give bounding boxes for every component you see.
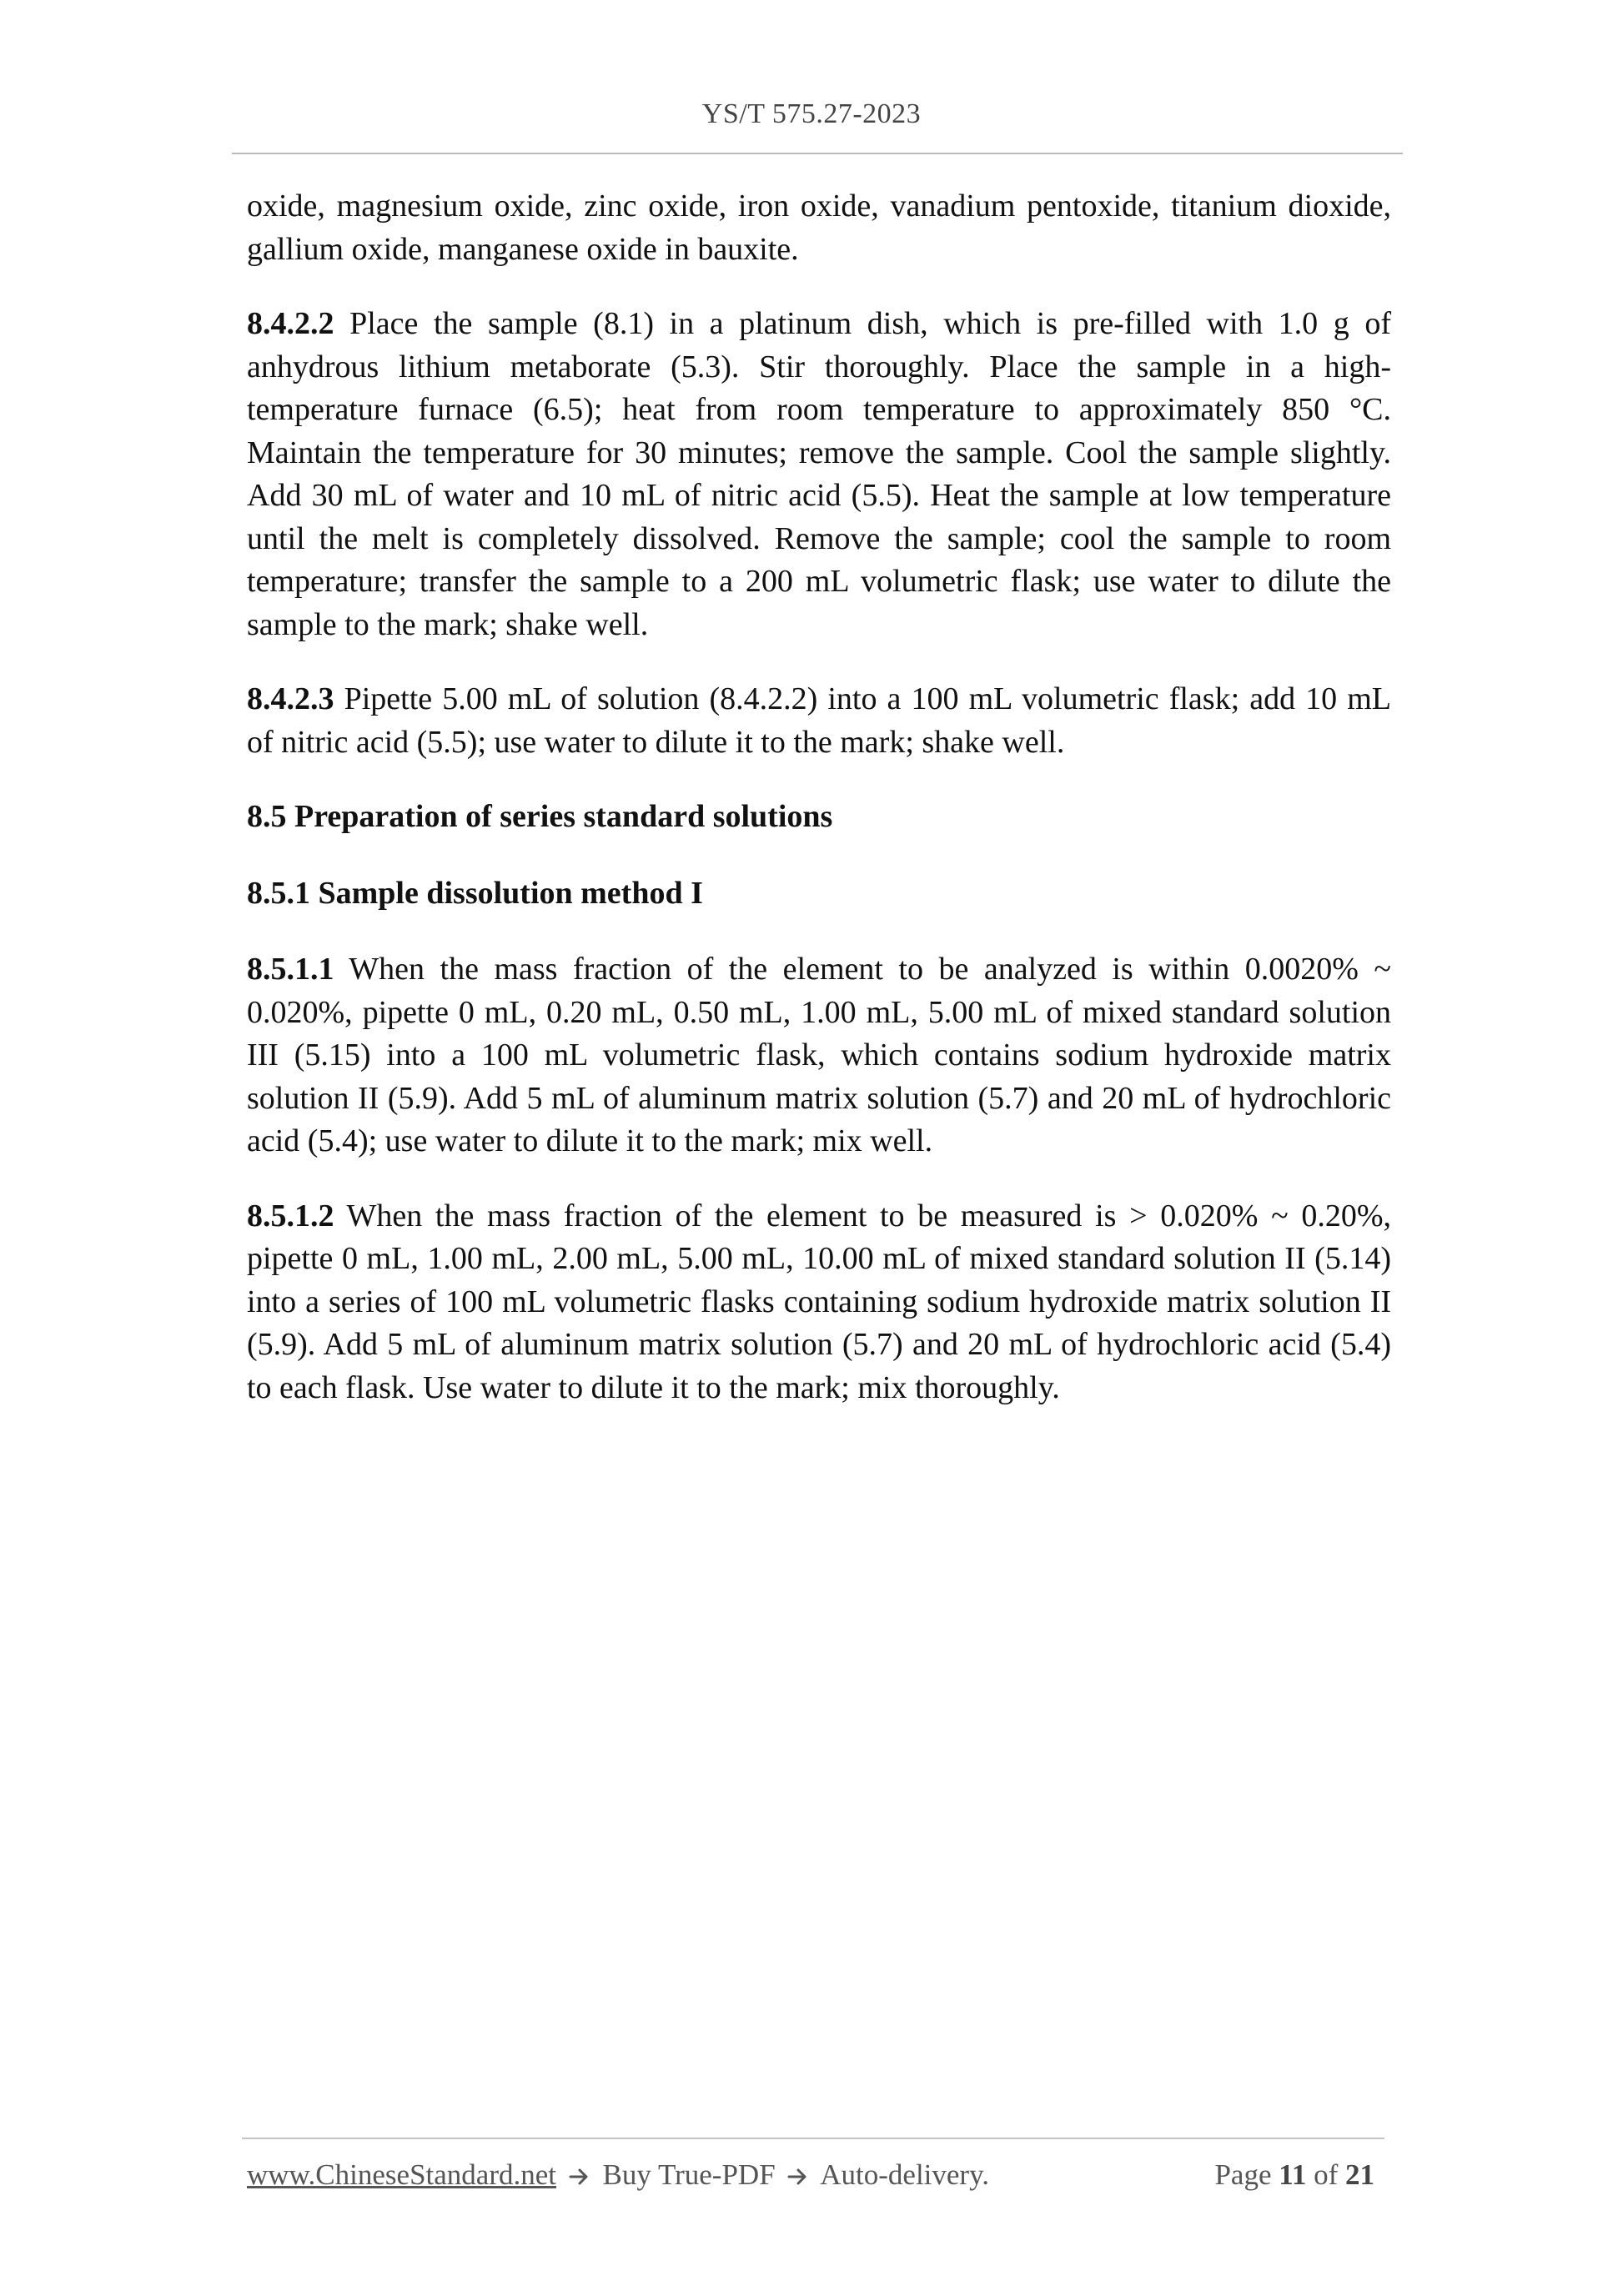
arrow-right-icon xyxy=(787,2168,809,2186)
paragraph-continued: oxide, magnesium oxide, zinc oxide, iron oxide, vanadium pentoxide, titanium dioxide, gallium oxide, manganese oxide in bauxite. xyxy=(247,188,1391,267)
standard-id: YS/T 575.27-2023 xyxy=(701,98,922,129)
clause-number: 8.5.1.1 xyxy=(247,952,334,987)
paragraph-8-5-1-2 xyxy=(247,1195,1391,1410)
current-page: 11 xyxy=(1279,2158,1307,2191)
section-heading-8-5: 8.5 Preparation of series standard solutions xyxy=(247,799,833,834)
paragraph-8-4-2-2 xyxy=(247,303,1391,646)
page-label: Page xyxy=(1214,2158,1272,2191)
clause-number: 8.4.2.3 xyxy=(247,681,334,716)
running-header xyxy=(0,98,1623,130)
section-heading-8-5-1: 8.5.1 Sample dissolution method I xyxy=(247,875,703,911)
document-body xyxy=(247,185,1391,1441)
buy-true-pdf-text: Buy True-PDF xyxy=(602,2158,776,2191)
clause-text: Pipette 5.00 mL of solution (8.4.2.2) into a 100 mL volumetric flask; add 10 mL of nitric acid (5.5); use water to dilute it to the mark; shake well. xyxy=(247,681,1391,760)
of-label: of xyxy=(1314,2158,1339,2191)
footer-links xyxy=(247,2158,989,2192)
paragraph-8-5-1-1 xyxy=(247,948,1391,1163)
footer-divider xyxy=(242,2138,1384,2139)
clause-text: Place the sample (8.1) in a platinum dish, which is pre-filled with 1.0 g of anhydrous lithium metaborate (5.3). Stir thoroughly. Place the sample in a high-temperature furnace (6.5); heat from room temperature to approximately 850 °C. Maintain the temperature for 30 minutes; remove the sample. Cool the sample slightly. Add 30 mL of water and 10 mL of nitric acid (5.5). Heat the sample at low temperature until the melt is completely dissolved. Remove the sample; cool the sample to room temperature; transfer the sample to a 200 mL volumetric flask; use water to dilute the sample to the mark; shake well. xyxy=(247,306,1391,642)
auto-delivery-text: Auto-delivery. xyxy=(820,2158,990,2191)
paragraph-8-4-2-3 xyxy=(247,678,1391,764)
clause-text: When the mass fraction of the element to be analyzed is within 0.0020% ~ 0.020%, pipette 0 mL, 0.20 mL, 0.50 mL, 1.00 mL, 5.00 mL of mixed standard solution III (5.15) into a 100 mL volumetric flask, which contains sodium hydroxide matrix solution II (5.9). Add 5 mL of aluminum matrix solution (5.7) and 20 mL of hydrochloric acid (5.4); use water to dilute it to the mark; mix well. xyxy=(247,952,1391,1158)
clause-number: 8.5.1.2 xyxy=(247,1198,334,1233)
chinesestandard-link[interactable]: www.ChineseStandard.net xyxy=(247,2158,556,2191)
page-number xyxy=(1214,2158,1374,2192)
header-divider xyxy=(232,153,1403,154)
arrow-right-icon xyxy=(569,2168,590,2186)
clause-text: When the mass fraction of the element to be measured is > 0.020% ~ 0.20%, pipette 0 mL, 1.00 mL, 2.00 mL, 5.00 mL, 10.00 mL of mixed standard solution II (5.14) into a series of 100 mL volumetric flasks containing sodium hydroxide matrix solution II (5.9). Add 5 mL of aluminum matrix solution (5.7) and 20 mL of hydrochloric acid (5.4) to each flask. Use water to dilute it to the mark; mix thoroughly. xyxy=(247,1198,1391,1405)
total-pages: 21 xyxy=(1345,2158,1374,2191)
clause-number: 8.4.2.2 xyxy=(247,306,334,341)
